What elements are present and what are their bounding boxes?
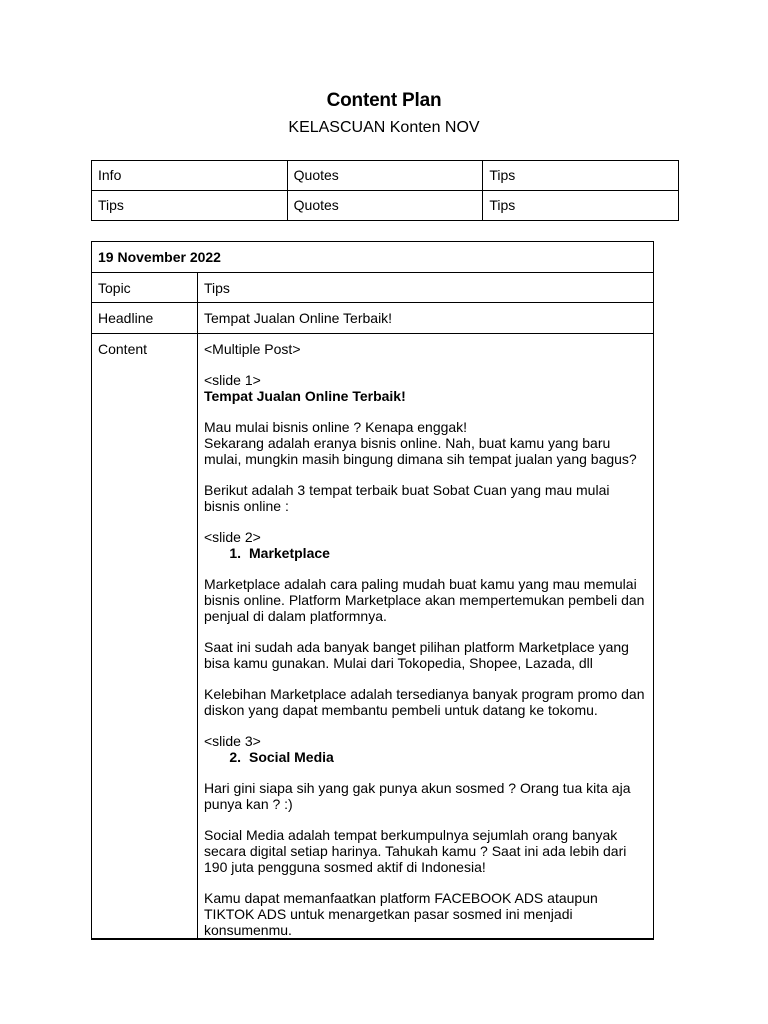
document-title: Content Plan [326,90,442,111]
paragraph: Kelebihan Marketplace adalah tersedianya banyak program promo dan diskon yang dapat membantu pembeli untuk datang ke tokomu. [204,686,645,718]
category-cell: Info [92,161,288,191]
paragraph: Kamu dapat memanfaatkan platform FACEBOOK ADS ataupun TIKTOK ADS untuk menargetkan pasar sosmed ini menjadi konsumenmu. [204,890,598,938]
item-number: 1. [229,545,241,561]
category-cell: Quotes [287,161,483,191]
category-row [92,191,679,221]
numbered-item [204,545,647,561]
headline-label: Headline [92,303,198,334]
content-body [198,334,654,940]
post-type: <Multiple Post> [204,341,301,357]
document-subtitle: KELASCUAN Konten NOV [288,119,480,136]
plan-date: 19 November 2022 [92,242,654,273]
slide-tag: <slide 2> [204,529,261,545]
item-title: Social Media [249,749,334,765]
item-number: 2. [229,749,241,765]
category-cell: Tips [483,191,679,221]
category-cell: Quotes [287,191,483,221]
date-row [92,242,654,273]
slide-tag: <slide 1> [204,372,261,388]
category-table [91,160,679,221]
category-cell: Tips [92,191,288,221]
category-row [92,161,679,191]
paragraph: Marketplace adalah cara paling mudah buat kamu yang mau memulai bisnis online. Platform Marketplace akan mempertemukan pembeli dan penjual di dalam platformnya. [204,576,645,624]
headline-row [92,303,654,334]
content-label: Content [92,334,198,940]
numbered-item [204,749,647,765]
slide-title: Tempat Jualan Online Terbaik! [204,388,406,404]
slide-tag: <slide 3> [204,733,261,749]
paragraph: Berikut adalah 3 tempat terbaik buat Sobat Cuan yang mau mulai bisnis online : [204,482,610,514]
paragraph: Social Media adalah tempat berkumpulnya sejumlah orang banyak secara digital setiap harinya. Tahukah kamu ? Saat ini ada lebih dari 190 juta pengguna sosmed aktif di Indonesia! [204,827,627,875]
item-title: Marketplace [249,545,330,561]
paragraph: Mau mulai bisnis online ? Kenapa enggak! [204,419,468,435]
content-row [92,334,654,940]
topic-label: Topic [92,273,198,303]
paragraph: Hari gini siapa sih yang gak punya akun sosmed ? Orang tua kita aja punya kan ? :) [204,780,631,812]
paragraph: Sekarang adalah eranya bisnis online. Nah, buat kamu yang baru mulai, mungkin masih bingung dimana sih tempat jualan yang bagus? [204,435,637,467]
content-plan-table [91,241,654,940]
topic-row [92,273,654,303]
category-cell: Tips [483,161,679,191]
headline-value: Tempat Jualan Online Terbaik! [198,303,654,334]
paragraph: Saat ini sudah ada banyak banget pilihan platform Marketplace yang bisa kamu gunakan. Mulai dari Tokopedia, Shopee, Lazada, dll [204,639,629,671]
topic-value: Tips [198,273,654,303]
